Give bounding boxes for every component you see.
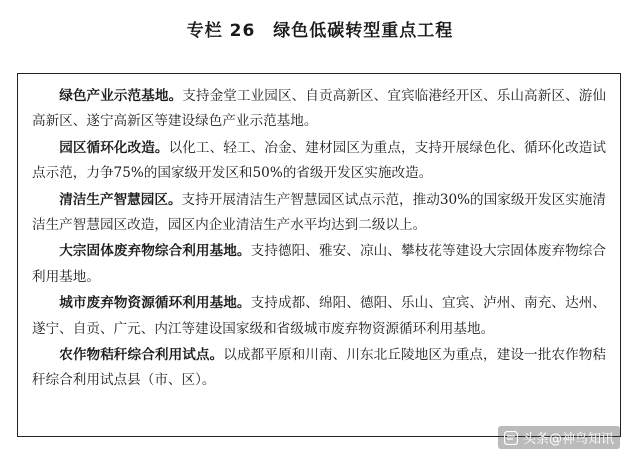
watermark xyxy=(498,426,620,449)
content-box xyxy=(17,73,621,437)
column-number: 专栏 26 xyxy=(186,21,256,41)
section-body: 以化工、轻工、冶金、建材园区为重点，支持开展绿色化、循环化改造试点示范，力争75%的国家级开发区和50%的省级开发区实施改造。 xyxy=(32,139,607,182)
section-body: 支持开展清洁生产智慧园区试点示范，推动30%的国家级开发区实施清洁生产智慧园区改造，园区内企业清洁生产水平均达到二级以上。 xyxy=(32,191,607,234)
section-paragraph xyxy=(32,136,606,187)
section-paragraph xyxy=(32,188,606,239)
section-paragraph xyxy=(32,343,606,394)
section-body: 支持金堂工业园区、自贡高新区、宜宾临港经开区、乐山高新区、游仙高新区、遂宁高新区等建设绿色产业示范基地。 xyxy=(32,88,607,130)
section-paragraph xyxy=(32,84,606,135)
section-body: 以成都平原和川南、川东北丘陵地区为重点，建设一批农作物秸秆综合利用试点县（市、区）。 xyxy=(32,347,607,389)
section-body: 支持德阳、雅安、凉山、攀枝花等建设大宗固体废弃物综合利用基地。 xyxy=(32,243,607,285)
section-heading: 农作物秸秆综合利用试点。 xyxy=(59,347,224,364)
section-paragraph xyxy=(32,291,606,342)
section-heading: 园区循环化改造。 xyxy=(59,139,169,156)
section-heading: 城市废弃物资源循环利用基地。 xyxy=(59,295,251,312)
section-paragraph xyxy=(32,239,606,290)
section-heading: 大宗固体废弃物综合利用基地。 xyxy=(59,243,251,260)
section-heading: 绿色产业示范基地。 xyxy=(59,88,183,104)
column-title: 绿色低碳转型重点工程 xyxy=(273,21,454,41)
section-heading: 清洁生产智慧园区。 xyxy=(59,191,182,208)
section-body: 支持成都、绵阳、德阳、乐山、宜宾、泸州、南充、达州、遂宁、自贡、广元、内江等建设国家级和省级城市废弃物资源循环利用基地。 xyxy=(32,295,607,337)
toutiao-logo-icon xyxy=(504,431,518,445)
page-title xyxy=(0,16,640,41)
watermark-text: 头条@神鸟知讯 xyxy=(522,432,614,447)
